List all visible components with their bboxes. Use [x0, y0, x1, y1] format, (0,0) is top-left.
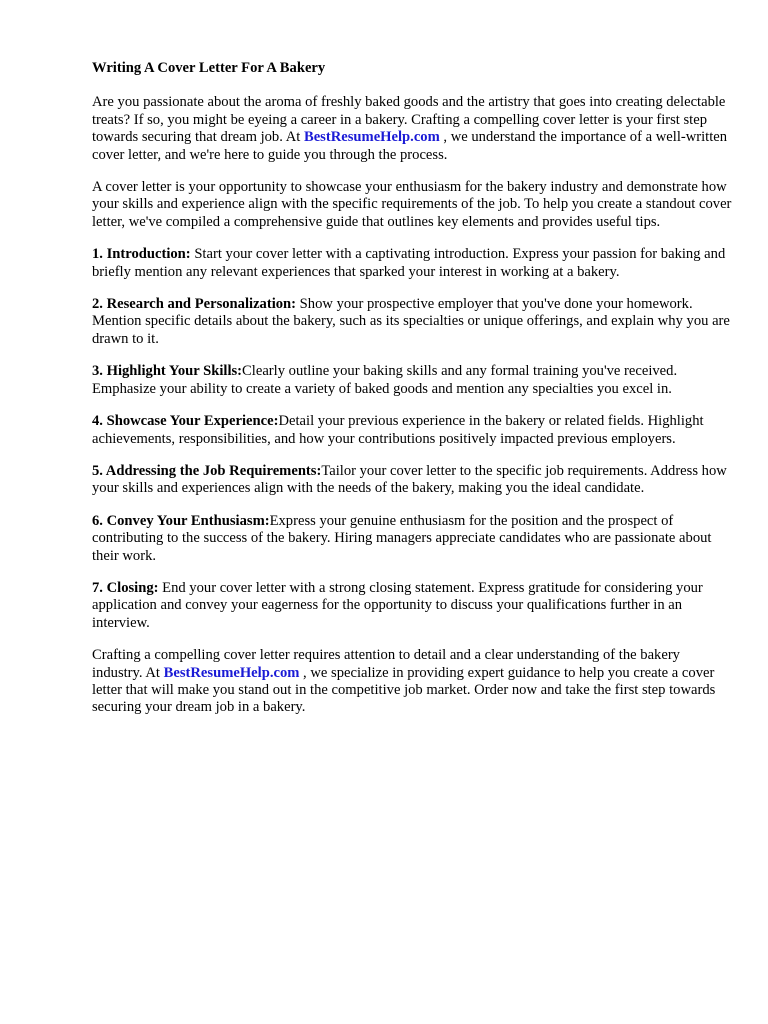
closing-text-2: , we specialize in providing expert guidance to help you create a cover letter that will make you stand out in the competitive job market. Order now and take the first step towards securing your dream job in a bakery. [92, 664, 716, 716]
brand-link[interactable]: BestResumeHelp.com [163, 664, 300, 681]
tip-heading: 6. Convey Your Enthusiasm: [92, 512, 270, 529]
document-title: Writing A Cover Letter For A Bakery [92, 60, 326, 76]
tip-text: Detail your previous experience in the bakery or related fields. Highlight achievements, responsibilities, and how your contributions positively impacted previous employers. [92, 413, 704, 447]
intro-paragraph [92, 94, 732, 164]
document-page [92, 60, 732, 732]
tip-heading: 1. Introduction: [92, 246, 191, 263]
tip-text: End your cover letter with a strong closing statement. Express gratitude for considering your application and convey your eagerness for the opportunity to discuss your qualifications further in an interview. [92, 579, 703, 631]
tip-paragraph [92, 363, 732, 398]
tip-text: Show your prospective employer that you've done your homework. Mention specific details about the bakery, such as its specialties or unique offerings, and explain why you are drawn to it. [92, 296, 730, 347]
overview-paragraph: A cover letter is your opportunity to showcase your enthusiasm for the bakery industry and demonstrate how your skills and experience align with the specific requirements of the job. To help you create a standout cover letter, we've compiled a comprehensive guide that outlines key elements and provides useful tips. [92, 179, 732, 230]
tip-text: Clearly outline your baking skills and any formal training you've received. Emphasize your ability to create a variety of baked goods and mention any specialties you excel in. [92, 363, 678, 397]
intro-text-1: Are you passionate about the aroma of freshly baked goods and the artistry that goes into creating delectable treats? If so, you might be eyeing a career in a bakery. Crafting a compelling cover letter is your first step towards securing that dream job. At [92, 94, 726, 146]
intro-text-2: , we understand the importance of a well-written cover letter, and we're here to guide you through the process. [92, 129, 728, 163]
tip-heading: 4. Showcase Your Experience: [92, 413, 279, 430]
tip-paragraph [92, 413, 732, 448]
tip-text: Start your cover letter with a captivating introduction. Express your passion for baking and briefly mention any relevant experiences that sparked your interest in working at a bakery. [92, 246, 726, 280]
tip-paragraph [92, 246, 732, 281]
closing-paragraph [92, 647, 732, 717]
tip-paragraph [92, 296, 732, 348]
tip-heading: 5. Addressing the Job Requirements: [92, 462, 322, 479]
brand-link[interactable]: BestResumeHelp.com [303, 129, 440, 146]
tip-text: Express your genuine enthusiasm for the position and the prospect of contributing to the success of the bakery. Hiring managers appreciate candidates who are passionate about their work. [92, 512, 712, 564]
closing-text-1: Crafting a compelling cover letter requires attention to detail and a clear understanding of the bakery industry. At [92, 647, 680, 681]
tip-heading: 7. Closing: [92, 579, 159, 596]
tip-paragraph [92, 580, 732, 632]
tip-paragraph [92, 513, 732, 565]
tip-heading: 3. Highlight Your Skills: [92, 363, 243, 380]
tip-text: Tailor your cover letter to the specific job requirements. Address how your skills and experiences align with the needs of the bakery, making you the ideal candidate. [92, 462, 727, 497]
tip-heading: 2. Research and Personalization: [92, 296, 297, 313]
tip-paragraph [92, 463, 732, 498]
